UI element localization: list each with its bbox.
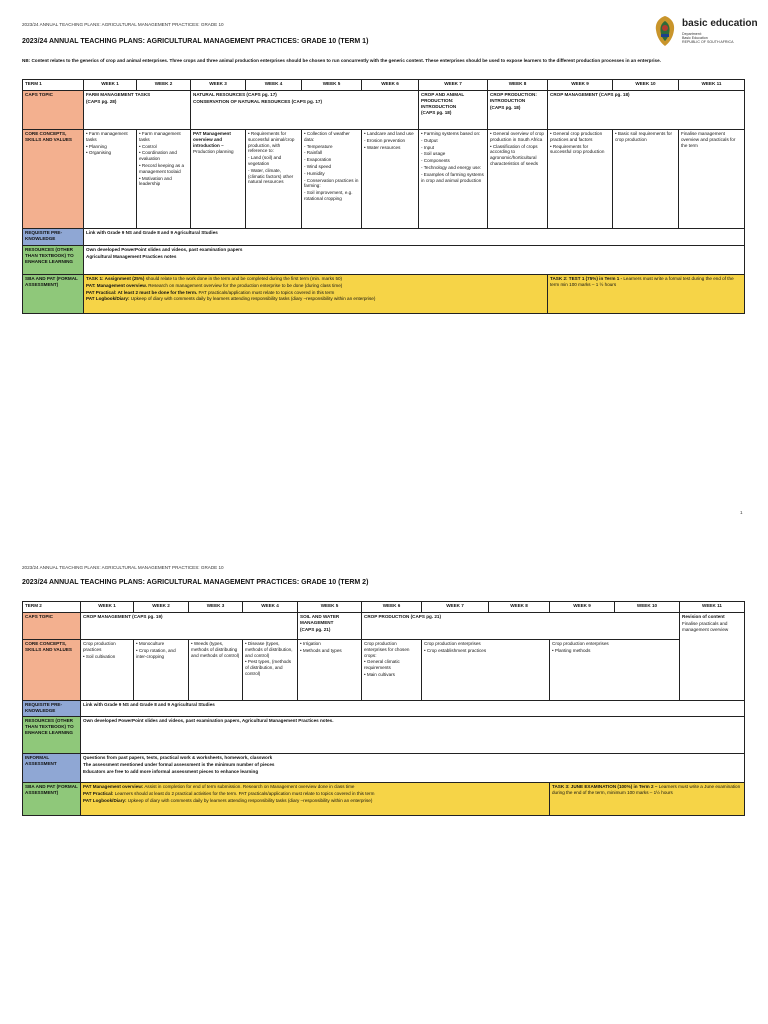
sba-tasks: TASK 1: Assignment (25%) should relate to the work done in the term and be completed during the first term (min. marks 50) PAT: Management overview. Research on management overview for the production enterprise to be done (during class time) PAT Practical: At least 2 must be done for the term. PAT practicals/application must relate to topics covered in this term PAT Logbook/Diary: Upkeep of diary with comments daily by learners attending responsibility tasks (diary –responsibility within an enterprise) xyxy=(84,275,548,314)
caps-farm-management: FARM MANAGEMENT TASKS (CAPS pg. 28) xyxy=(84,91,191,130)
week-header: WEEK 6 xyxy=(362,602,422,613)
running-header: 2023/24 ANNUAL TEACHING PLANS: AGRICULTURAL MANAGEMENT PRACTICES: GRADE 10 xyxy=(22,22,224,27)
caps-topic-row xyxy=(23,91,745,130)
core-concepts-label: CORE CONCEPTS, SKILLS AND VALUES xyxy=(23,640,81,701)
cc-week-9: • General crop production practices and factors • Requirements for successful crop production xyxy=(548,130,613,229)
caps-topic-label: CAPS TOPIC xyxy=(23,91,84,130)
caps-crop-animal-production: CROP AND ANIMAL PRODUCTION: INTRODUCTION (CAPS pg. 18) xyxy=(419,91,488,130)
core-concepts-row xyxy=(23,130,745,229)
cc-week-9-10: Crop production enterprises • Planting methods xyxy=(550,640,680,701)
page-2 xyxy=(0,545,768,1024)
week-header: WEEK 10 xyxy=(613,80,679,91)
resources-row xyxy=(23,246,745,275)
resources-value: Own developed PowerPoint slides and videos, past examination papers Agricultural Management Practices notes xyxy=(84,246,745,275)
week-header: WEEK 4 xyxy=(246,80,302,91)
nb-note: NB: Content relates to the generics of crop and animal enterprises. Three crops and three animal production enterprises should be chosen to run concurrently with the generic content. These enterprises should be used to expose learners to the different production processes in an enterprise. xyxy=(22,58,661,63)
cc-week-3: • Weeds (types, methods of distributing and methods of control) xyxy=(189,640,243,701)
caps-crop-management: CROP MANAGEMENT (CAPS pg. 18) xyxy=(548,91,745,130)
cc-week-3: PAT Management overview and introduction – Production planning xyxy=(191,130,246,229)
cc-week-5: • Collection of weather data: - Temperature - Rainfall - Evaporation - Wind speed - Humidity - Conservation practices in farming: - Soil improvement, e.g. rotational cropping xyxy=(302,130,362,229)
requisite-label: REQUISITE PRE-KNOWLEDGE xyxy=(23,701,81,717)
week-header: WEEK 3 xyxy=(189,602,243,613)
caps-revision: Revision of content Finalise practicals and management overview xyxy=(680,613,745,701)
logo-subtext: Department: Basic Education REPUBLIC OF SOUTH AFRICA xyxy=(682,32,734,45)
dbe-logo xyxy=(652,12,762,52)
week-header: WEEK 11 xyxy=(680,602,745,613)
week-header-row xyxy=(23,602,745,613)
sba-label: SBA AND PAT (FORMAL ASSESSMENT) xyxy=(23,783,81,816)
cc-week-7: • Farming systems based on: - Output - Input - Soil usage - Components - Technology and energy use: - Examples of farming systems in crop and animal production xyxy=(419,130,488,229)
cc-week-1: • Farm management tasks • Planning • Organising xyxy=(84,130,137,229)
requisite-value: Link with Grade 9 NS and Grade 8 and 9 Agricultural Studies xyxy=(84,229,745,246)
week-header: WEEK 2 xyxy=(137,80,191,91)
cc-week-10: • Basic soil requirements for crop production xyxy=(613,130,679,229)
week-header: WEEK 11 xyxy=(679,80,745,91)
week-header: WEEK 6 xyxy=(362,80,419,91)
week-header: WEEK 8 xyxy=(489,602,550,613)
cc-week-2: • Farm management tasks • Control • Coordination and evaluation • Record keeping as a management toolaid • Motivation and leadership xyxy=(137,130,191,229)
week-header: WEEK 3 xyxy=(191,80,246,91)
week-header: WEEK 1 xyxy=(81,602,134,613)
week-header: WEEK 8 xyxy=(488,80,548,91)
resources-row xyxy=(23,717,745,754)
cc-week-6: • Landcare and land use - Erosion prevention • Water resources xyxy=(362,130,419,229)
sba-label: SBA AND PAT (FORMAL ASSESSMENT) xyxy=(23,275,84,314)
caps-crop-management: CROP MANAGEMENT (CAPS pg. 19) xyxy=(81,613,298,640)
resources-label: RESOURCES (OTHER THAN TEXTBOOK) TO ENHANCE LEARNING xyxy=(23,717,81,754)
page-number: 1 xyxy=(740,510,743,515)
term-label: TERM 1 xyxy=(23,80,84,91)
page-title: 2023/24 ANNUAL TEACHING PLANS: AGRICULTURAL MANAGEMENT PRACTICES: GRADE 10 (TERM 1) xyxy=(22,38,369,45)
cc-week-4: • Disease (types, methods of distribution, and control) • Pest types, (methods of distribution, and control) xyxy=(243,640,298,701)
term-label: TERM 2 xyxy=(23,602,81,613)
term2-plan-table xyxy=(22,601,745,816)
caps-crop-production: CROP PRODUCTION (CAPS pg. 21) xyxy=(362,613,680,640)
core-concepts-row xyxy=(23,640,745,701)
core-concepts-label: CORE CONCEPTS, SKILLS AND VALUES xyxy=(23,130,84,229)
requisite-row xyxy=(23,701,745,717)
sba-row xyxy=(23,275,745,314)
page-title: 2023/24 ANNUAL TEACHING PLANS: AGRICULTURAL MANAGEMENT PRACTICES: GRADE 10 (TERM 2) xyxy=(22,579,369,586)
requisite-label: REQUISITE PRE-KNOWLEDGE xyxy=(23,229,84,246)
resources-label: RESOURCES (OTHER THAN TEXTBOOK) TO ENHANCE LEARNING xyxy=(23,246,84,275)
term1-plan-table xyxy=(22,79,745,314)
sba-tasks: PAT Management overview: Assist in completion for end of term submission. Research on Management overview done in class time PAT Practical: Learners should at least do 2 practical activities for the term. PAT practicals/application must relate to topics covered in this term PAT Logbook/Diary: Upkeep of diary with comments daily by learners attending responsibility tasks (diary –responsibility within an enterprise) xyxy=(81,783,550,816)
running-header: 2023/24 ANNUAL TEACHING PLANS: AGRICULTURAL MANAGEMENT PRACTICES: GRADE 10 xyxy=(22,565,224,570)
caps-soil-water: SOIL AND WATER MANAGEMENT (CAPS pg. 21) xyxy=(298,613,362,640)
week-header: WEEK 9 xyxy=(548,80,613,91)
resources-value: Own developed PowerPoint slides and videos, past examination papers, Agricultural Management Practices notes. xyxy=(81,717,745,754)
caps-natural-resources: NATURAL RESOURCES (CAPS pg. 17) CONSERVATION OF NATURAL RESOURCES (CAPS pg. 17) xyxy=(191,91,419,130)
coat-of-arms-icon xyxy=(652,14,678,48)
cc-week-8: • General overview of crop production in South Africa • Classification of crops according to agronomic/horticultural characteristics of seeds xyxy=(488,130,548,229)
week-header: WEEK 5 xyxy=(298,602,362,613)
sba-exam-task: TASK 3: JUNE EXAMINATION (100%) in Term 2 – Learners must write a June examination during the end of the term, minimum 100 marks – 1½ hours xyxy=(550,783,745,816)
caps-topic-label: CAPS TOPIC xyxy=(23,613,81,640)
week-header: WEEK 1 xyxy=(84,80,137,91)
week-header: WEEK 2 xyxy=(134,602,189,613)
week-header-row xyxy=(23,80,745,91)
cc-week-4: • Requirements for successful animal/crop production, with reference to: - Land (soil) and vegetation - Water, climate, (climatic factors) other natural resources xyxy=(246,130,302,229)
cc-week-11: Finalise management overview and practicals for the term xyxy=(679,130,745,229)
caps-topic-row xyxy=(23,613,745,640)
week-header: WEEK 7 xyxy=(422,602,489,613)
informal-assessment-value: Questions from past papers, tests, practical work & worksheets, homework, classwork The assessment mentioned under formal assessment is the minimum number of pieces Educators are free to add more informal assessment pieces to enhance learning xyxy=(81,754,745,783)
week-header: WEEK 10 xyxy=(615,602,680,613)
informal-assessment-label: INFORMAL ASSESSMENT xyxy=(23,754,81,783)
sba-row xyxy=(23,783,745,816)
requisite-value: Link with Grade 9 NS and Grade 8 and 9 Agricultural Studies xyxy=(81,701,745,717)
requisite-row xyxy=(23,229,745,246)
sba-test-task: TASK 2: TEST 1 (75%) in Term 1 - Learners must write a formal test during the end of the term min 100 marks – 1 ½ hours xyxy=(548,275,745,314)
week-header: WEEK 4 xyxy=(243,602,298,613)
logo-text: basic education xyxy=(682,18,758,29)
informal-assessment-row xyxy=(23,754,745,783)
cc-week-2: • Monoculture • Crop rotation, and inter-cropping xyxy=(134,640,189,701)
cc-week-5: • Irrigation • Methods and types xyxy=(298,640,362,701)
week-header: WEEK 7 xyxy=(419,80,488,91)
caps-crop-production-intro: CROP PRODUCTION: INTRODUCTION (CAPS pg. 18) xyxy=(488,91,548,130)
week-header: WEEK 5 xyxy=(302,80,362,91)
cc-week-7-8: Crop production enterprises • Crop establishment practices xyxy=(422,640,550,701)
week-header: WEEK 9 xyxy=(550,602,615,613)
cc-week-6: Crop production enterprises for chosen crops: • General climatic requirements • Main cultivars xyxy=(362,640,422,701)
cc-week-1: Crop production practices • Soil cultivation xyxy=(81,640,134,701)
